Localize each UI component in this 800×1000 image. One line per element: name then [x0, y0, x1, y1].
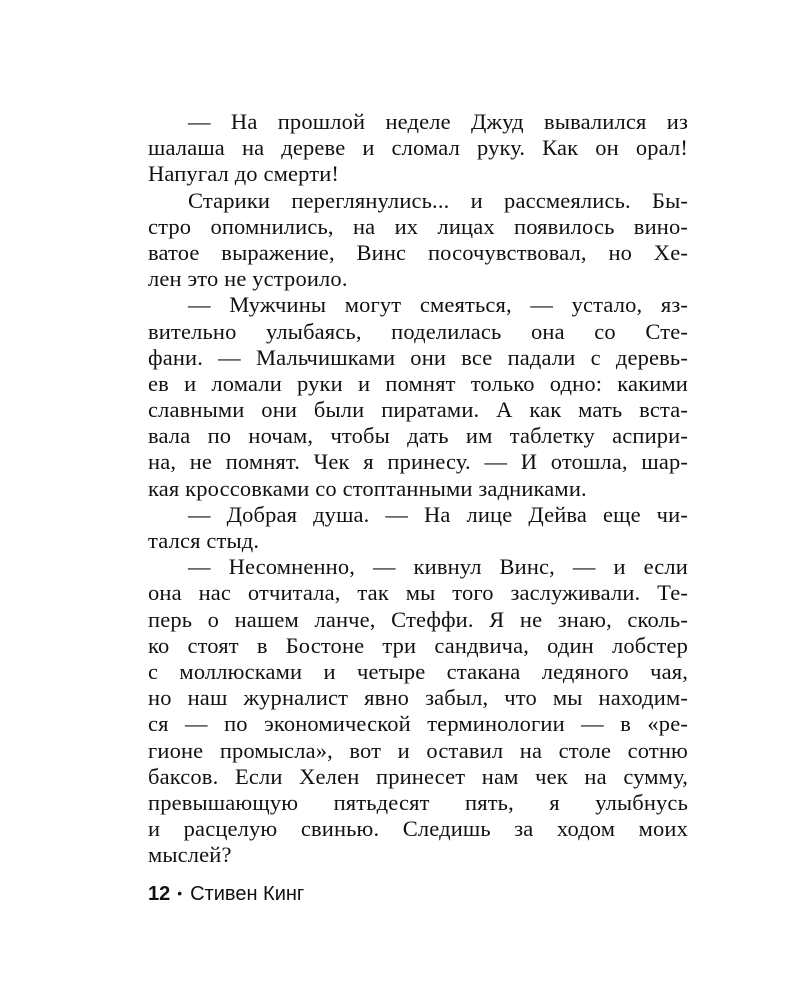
text-line: мыслей?	[148, 842, 232, 868]
text-line: баксов. Если Хелен принесет нам чек на сумму,	[148, 763, 688, 789]
text-line: на, не помнят. Чек я принесу. — И отошла, шар-	[148, 449, 688, 475]
text-line: фани. — Мальчишками они все падали с деревь-	[148, 344, 688, 370]
text-line: Напугал до смерти!	[148, 161, 340, 187]
text-line: вительно улыбаясь, поделилась она со Сте-	[148, 318, 688, 344]
text-line: перь о нашем ланче, Стеффи. Я не знаю, сколь-	[148, 606, 688, 632]
text-line: — Добрая душа. — На лице Дейва еще чи-	[188, 501, 688, 527]
text-line: шалаша на дереве и сломал руку. Как он орал!	[148, 135, 688, 161]
text-line: она нас отчитала, так мы того заслуживали. Те-	[148, 580, 688, 606]
text-line: тался стыд.	[148, 528, 260, 553]
text-line: — Несомненно, — кивнул Винс, — и если	[188, 554, 688, 580]
text-line: ев и ломали руки и помнят только одно: какими	[148, 370, 688, 396]
text-line: — На прошлой неделе Джуд вывалился из	[188, 109, 688, 134]
text-line: ватое выражение, Винс посочувствовал, но Хе-	[148, 239, 688, 265]
text-line: но наш журналист явно забыл, что мы находим-	[148, 685, 688, 711]
text-line: гионе промысла», вот и оставил на столе сотню	[148, 737, 688, 763]
text-line: с моллюсками и четыре стакана ледяного чая,	[148, 658, 688, 684]
text-line: Старики переглянулись... и рассмеялись. Бы-	[188, 187, 688, 213]
text-line: превышающую пятьдесят пять, я улыбнусь	[148, 789, 688, 815]
text-line: и расцелую свинью. Следишь за ходом моих	[148, 816, 688, 842]
page-footer	[148, 880, 304, 907]
text-line: — Мужчины могут смеяться, — устало, яз-	[188, 292, 688, 318]
bullet-separator: •	[177, 885, 183, 901]
text-line: славными они были пиратами. А как мать вста-	[148, 397, 688, 423]
text-line: стро опомнились, на их лицах появилось вино-	[148, 213, 688, 239]
body-text	[148, 109, 688, 868]
text-line: вала по ночам, чтобы дать им таблетку аспири-	[148, 423, 688, 449]
text-line: лен это не устроило.	[148, 266, 348, 292]
page-number: 12	[148, 883, 171, 905]
text-line: кая кроссовками со стоптанными задниками.	[148, 475, 587, 501]
text-line: ся — по экономической терминологии — в «ре-	[148, 711, 688, 737]
text-line: ко стоят в Бостоне три сандвича, один лобстер	[148, 632, 688, 658]
running-footer-author: Стивен Кинг	[190, 883, 305, 905]
